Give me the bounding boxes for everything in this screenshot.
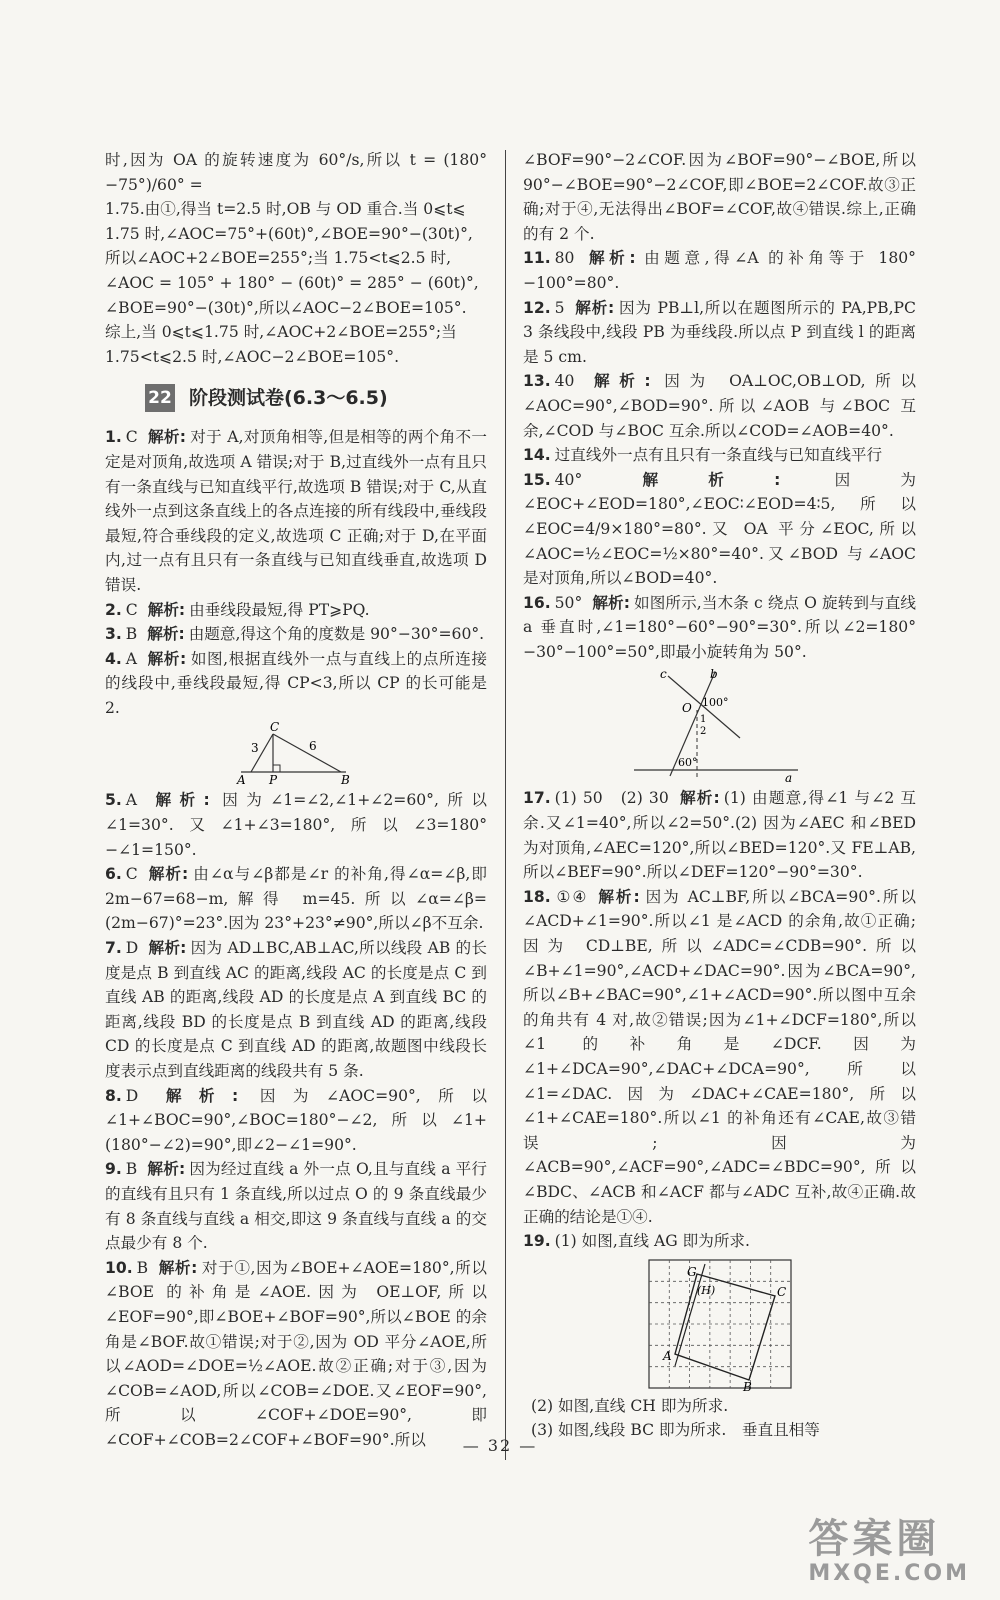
watermark-url: MXQE.COM — [808, 1561, 970, 1586]
column-divider — [505, 150, 506, 1460]
answer-list-part3 — [523, 148, 916, 664]
item-answer: B — [136, 1258, 149, 1277]
tail-line: (2) 如图,直线 CH 即为所求. — [531, 1396, 729, 1415]
right-angle-mark — [273, 765, 280, 772]
analysis-label: 解析: — [147, 600, 186, 619]
line-ag — [675, 1264, 705, 1366]
answer-item — [523, 1229, 916, 1254]
answer-item — [523, 443, 916, 468]
item-answer: 5 — [554, 298, 565, 317]
item-explanation: (1) 由题意,得∠1 与∠2 互余.又∠1=40°,所以∠2=50°.(2) 因为∠AEC 和∠BED 为对顶角,∠AEC=120°,所以∠BED=120°.又 FE⊥AB,所以∠BEF=90°.所以∠DEF=120°−90°=30°. — [523, 789, 916, 882]
item-explanation: 因为∠AOC=90°,所以∠1+∠BOC=90°,∠BOC=180°−∠2,所以∠1+(180°−∠2)=90°,即∠2−∠1=90°. — [105, 1086, 487, 1154]
item-number: 5. — [105, 791, 122, 810]
item-answer: C — [125, 865, 138, 884]
item-number: 12. — [523, 298, 551, 317]
answer-item — [105, 936, 487, 1084]
label-1: 1 — [699, 714, 706, 726]
answer-item — [523, 296, 916, 370]
analysis-label: 解析: — [598, 887, 640, 906]
answer-item — [105, 1256, 487, 1453]
label-b: B — [742, 1379, 752, 1392]
label-side-6: 6 — [309, 739, 317, 754]
answer-item — [523, 786, 916, 884]
label-c: C — [270, 722, 280, 735]
solution-line: 1.75.由①,得当 t=2.5 时,OB 与 OD 重合.当 0⩽t⩽ — [105, 200, 466, 219]
analysis-label: 解析: — [584, 372, 651, 391]
item-explanation: 因为经过直线 a 外一点 O,且与直线 a 平行的直线有且只有 1 条直线,所以过点 O 的 9 条直线最少有 8 条直线与直线 a 相交,即这 9 条直线与直线 a 的交点最少有 8 个. — [105, 1160, 487, 1253]
label-a: A — [662, 1348, 672, 1363]
item-explanation: 对于 A,对顶角相等,但是相等的两个角不一定是对顶角,故选项 A 错误;对于 B,过直线外一点有且只有一条直线与已知直线平行,故选项 B 错误;对于 C,从直线外一点到这条直线上的各点连接的所有线段中,垂线段最短,符合垂线段的定义,故选项 C 正确;对于 D,在平面内,过一点有且只有一条直线与已知直线垂直,故选项 D 错误. — [105, 428, 487, 594]
item-number: 11. — [523, 249, 551, 268]
item-number: 1. — [105, 428, 122, 447]
label-side-3: 3 — [251, 741, 259, 756]
label-b: B — [341, 773, 350, 787]
label-c: C — [776, 1284, 786, 1299]
item-explanation: ∠BOF=90°−2∠COF.因为∠BOF=90°−∠BOE,所以 90°−∠BOE=90°−2∠COF,即∠BOE=2∠COF.故③正确;对于④,无法得出∠BOF=∠COF,故④错误.综上,正确的有 2 个. — [523, 151, 916, 243]
analysis-label: 解析: — [148, 939, 187, 958]
item-explanation: 因为∠EOC+∠EOD=180°,∠EOC∶∠EOD=4∶5,所以∠EOC=4/9×180°=80°.又 OA 平分∠EOC,所以∠AOC=½∠EOC=½×80°=40°.又∠BOD 与∠AOC 是对顶角,所以∠BOD=40°. — [523, 470, 916, 588]
section-title: 阶段测试卷(6.3～6.5) — [189, 387, 388, 410]
item-number: 7. — [105, 939, 122, 958]
item-explanation: 因为∠1=∠2,∠1+∠2=60°,所以∠1=30°.又∠1+∠3=180°,所以∠3=180°−∠1=150°. — [105, 791, 487, 859]
answer-item — [105, 425, 487, 597]
item-answer: A — [125, 649, 138, 668]
item-number: 14. — [523, 446, 551, 465]
item-answer: D — [125, 1086, 139, 1105]
solution-line: ∠BOE=90°−(30t)°,所以∠AOC−2∠BOE=105°. — [105, 298, 467, 317]
square-abcg — [675, 1274, 775, 1380]
item-number: 10. — [105, 1258, 133, 1277]
label-100: 100° — [701, 696, 728, 710]
page-number: — 32 — — [462, 1436, 538, 1455]
analysis-label: 解析: — [147, 428, 187, 447]
label-o: O — [681, 701, 692, 716]
label-60: 60° — [677, 756, 697, 770]
solution-line: ∠AOC = 105° + 180° − (60t)° = 285° − (60t)°, — [105, 273, 479, 292]
answer-list-part4 — [523, 786, 916, 1253]
continued-solution — [105, 148, 487, 369]
item-number: 17. — [523, 789, 551, 808]
answer-item — [105, 1084, 487, 1158]
label-b-line: b — [709, 667, 718, 682]
item-answer: D — [125, 939, 139, 958]
item-explanation: 由垂线段最短,得 PT⩾PQ. — [189, 600, 370, 619]
answer-item — [105, 862, 487, 936]
analysis-label: 解析: — [574, 298, 615, 317]
answer-item — [105, 788, 487, 862]
item-explanation: 由∠α与∠β都是∠r 的补角,得∠α=∠β,即 2m−67=68−m,解得 m=45.所以∠α=∠β=(2m−67)°=23°.因为 23°+23°≠90°,所以∠β不互余. — [105, 865, 487, 933]
item-number: 4. — [105, 649, 122, 668]
item-number: 3. — [105, 625, 122, 644]
analysis-label: 解析: — [147, 625, 185, 644]
item-answer: 50° — [554, 593, 583, 612]
answer-item — [523, 148, 916, 246]
item-answer: B — [125, 1160, 138, 1179]
answer-item — [523, 369, 916, 443]
solution-line: 1.75 时,∠AOC=75°+(60t)°,∠BOE=90°−(30t)°, — [105, 224, 473, 243]
label-a-line: a — [784, 771, 792, 785]
item-number: 8. — [105, 1086, 122, 1105]
solution-line: 所以∠AOC+2∠BOE=255°;当 1.75<t⩽2.5 时, — [105, 249, 452, 268]
item-answer: A — [125, 791, 138, 810]
answer-list-part1 — [105, 425, 487, 720]
item-explanation: 如图所示,当木条 c 绕点 O 旋转到与直线 a 垂直时,∠1=180°−60°−90°=30°.所以∠2=180°−30°−100°=50°,即最小旋转角为 50°. — [523, 593, 916, 661]
item-answer: C — [125, 600, 138, 619]
label-2: 2 — [699, 726, 706, 738]
item-answer: 40° — [554, 470, 583, 489]
item-explanation: (1) 如图,直线 AG 即为所求. — [554, 1232, 750, 1251]
item-explanation: 因为 PB⊥l,所以在题图所示的 PA,PB,PC 3 条线段中,线段 PB 为垂线段.所以点 P 到直线 l 的距离是 5 cm. — [523, 298, 916, 366]
item-answer: 过直线外一点有且只有一条直线与已知直线平行 — [554, 446, 883, 465]
item-number: 2. — [105, 600, 122, 619]
analysis-label: 解析: — [147, 1160, 186, 1179]
item-answer: ①④ — [554, 887, 589, 906]
analysis-label: 解析: — [584, 249, 636, 268]
analysis-label: 解析: — [592, 470, 781, 489]
solution-line: 时,因为 OA 的旋转速度为 60°/s,所以 t = (180°−75°)/60° = — [105, 151, 487, 194]
item-number: 19. — [523, 1232, 551, 1251]
rotation-figure — [630, 666, 810, 784]
label-c-line: c — [659, 667, 667, 682]
item-explanation: 对于①,因为∠BOE+∠AOE=180°,所以∠BOE 的补角是∠AOE.因为 OE⊥OF,所以∠EOF=90°,即∠BOE+∠BOF=90°,所以∠BOE 的余角是∠BOF.故①错误;对于②,因为 OD 平分∠AOE,所以∠AOD=∠DOE=½∠AOE.故②正确;对于③,因为∠COB=∠AOD,所以∠COB=∠DOE.又∠EOF=90°,所以∠COF+∠DOE=90°,即∠COF+∠COB=2∠COF+∠BOF=90°.所以 — [105, 1258, 487, 1449]
answer-item — [523, 468, 916, 591]
item-answer: (1) 50 (2) 30 — [554, 789, 669, 808]
answer-item — [523, 591, 916, 665]
analysis-label: 解析: — [158, 1258, 198, 1277]
analysis-label: 解析: — [147, 649, 187, 668]
answer-list-part2 — [105, 788, 487, 1452]
answer-item — [523, 246, 916, 295]
item-answer: C — [125, 428, 138, 447]
item-number: 15. — [523, 470, 551, 489]
right-column — [523, 148, 916, 1443]
analysis-label: 解析: — [592, 593, 630, 612]
label-a: A — [237, 773, 246, 787]
analysis-label: 解析: — [147, 791, 210, 810]
item-number: 18. — [523, 887, 551, 906]
label-g: G — [686, 1264, 697, 1279]
answer-item — [523, 885, 916, 1229]
item-answer: 80 — [554, 249, 575, 268]
item-explanation: 由题意,得∠A 的补角等于 180°−100°=80°. — [523, 249, 916, 292]
item-explanation: 由题意,得这个角的度数是 90°−30°=60°. — [188, 625, 485, 644]
solution-line: 1.75<t⩽2.5 时,∠AOC−2∠BOE=105°. — [105, 347, 400, 366]
analysis-label: 解析: — [678, 789, 720, 808]
section-number: 22 — [145, 384, 175, 412]
item-number: 6. — [105, 865, 122, 884]
left-column — [105, 148, 487, 1453]
triangle-figure — [221, 722, 371, 786]
grid-lines — [649, 1260, 791, 1388]
label-p: P — [269, 773, 278, 787]
item-number: 9. — [105, 1160, 122, 1179]
item-answer: B — [125, 625, 138, 644]
item-explanation: 因为 AD⊥BC,AB⊥AC,所以线段 AB 的长度是点 B 到直线 AC 的距离,线段 AC 的长度是点 C 到直线 AB 的距离,线段 AD 的长度是点 A 到直线 BC 的距离,线段 BD 的长度是点 B 到直线 AD 的距离,线段 CD 的长度是点 C 到直线 AD 的距离,故题图中线段长度表示点到直线距离的线段共有 5 条. — [105, 939, 487, 1080]
item-explanation: 如图,根据直线外一点与直线上的点所连接的线段中,垂线段最短,得 CP<3,所以 CP 的长可能是 2. — [105, 649, 487, 717]
item-number: 16. — [523, 593, 551, 612]
answer-item — [105, 1157, 487, 1255]
answer-item — [105, 647, 487, 721]
grid-figure — [645, 1256, 795, 1392]
item-explanation: 因为 AC⊥BF,所以∠BCA=90°.所以∠ACD+∠1=90°.所以∠1 是∠ACD 的余角,故①正确;因为 CD⊥BE,所以∠ADC=∠CDB=90°.所以∠B+∠1=90°,∠ACD+∠DAC=90°.因为∠BCA=90°,所以∠B+∠BAC=90°,∠1+∠ACD=90°.所以图中互余的角共有 4 对,故②错误;因为∠1+∠DCF=180°,所以∠1 的补角是∠DCF.因为∠1+∠DCA=90°,∠DAC+∠DCA=90°,所以∠1=∠DAC.因为∠DAC+∠CAE=180°,所以∠1+∠CAE=180°.所以∠1 的补角还有∠CAE,故③错误;因为∠ACB=90°,∠ACF=90°,∠ADC=∠BDC=90°,所以∠BDC、∠ACB 和∠ACF 都与∠ADC 互补,故④正确.故正确的结论是①④. — [523, 887, 916, 1226]
analysis-label: 解析: — [148, 1086, 239, 1105]
watermark-title: 答案圈 — [808, 1516, 941, 1562]
analysis-label: 解析: — [147, 865, 189, 884]
answer-item — [105, 598, 487, 623]
segment-cb — [273, 734, 341, 772]
label-h: (H) — [696, 1283, 715, 1297]
item-number: 13. — [523, 372, 551, 391]
answer-item — [105, 622, 487, 647]
item-answer: 40 — [554, 372, 575, 391]
section-header — [145, 383, 487, 413]
item-explanation: 因为 OA⊥OC,OB⊥OD,所以∠AOC=90°,∠BOD=90°.所以∠AOB 与∠BOC 互余,∠COD 与∠BOC 互余.所以∠COD=∠AOB=40°. — [523, 372, 916, 440]
tail-line: (3) 如图,线段 BC 即为所求. 垂直且相等 — [531, 1421, 820, 1440]
solution-line: 综上,当 0⩽t⩽1.75 时,∠AOC+2∠BOE=255°;当 — [105, 323, 457, 342]
watermark-logo — [808, 1517, 970, 1586]
